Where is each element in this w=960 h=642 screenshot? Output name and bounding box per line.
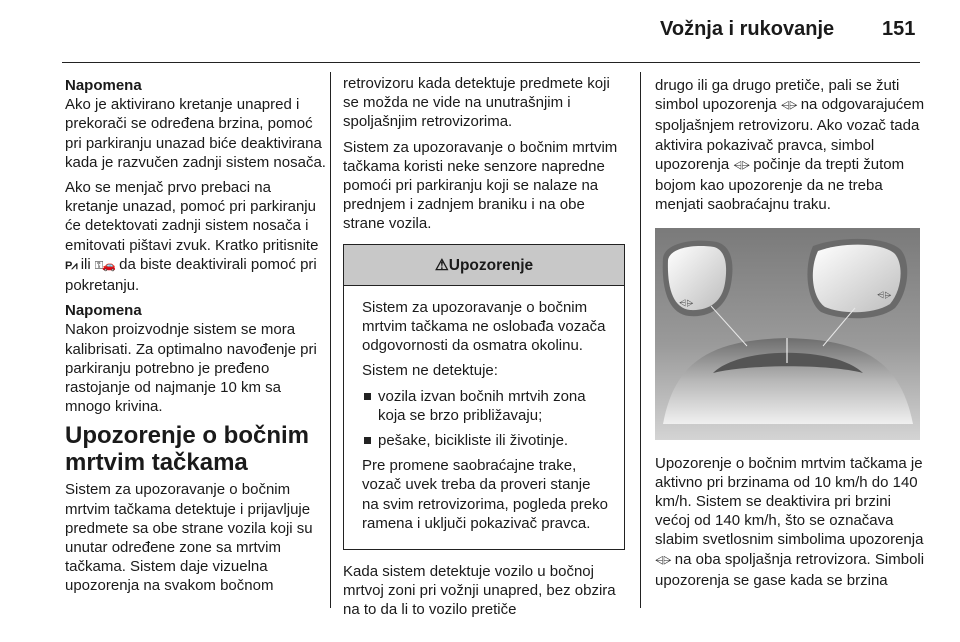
warning-body	[344, 286, 624, 549]
note-title: Napomena	[65, 302, 142, 320]
warning-paragraph: Sistem za upozoravanje o bočnim mrtvim tačkama ne oslobađa vozača odgovornosti da osmatra okolinu.	[362, 298, 606, 355]
warning-box	[343, 244, 625, 550]
park-pilot-icon: ⚿🚗	[94, 259, 115, 272]
body-paragraph: Sistem za upozoravanje o bočnim mrtvim tačkama detektuje i prijavljuje predmete sa obe strane vozila koji su unutar određene zone sa mrtvim tačkama. Sistem daje vizuelna upozorenja na svakom bočnom	[65, 481, 313, 595]
blind-spot-warning-icon: ⩤⩥	[780, 100, 797, 113]
running-header-title: Vožnja i rukovanje	[660, 18, 835, 40]
body-paragraph: drugo ili ga drugo pretiče, pali se žuti simbol upozorenja ⩤⩥ na odgovarajućem spoljašnjem retrovizoru. Ako vozač tada aktivira pokazivač pravca, simbol upozorenja ⩤⩥ počinje da trepti žutom bojom kao upozorenje da ne treba menjati saobraćajnu traku.	[655, 77, 925, 214]
page-number: 151	[882, 18, 916, 40]
svg-text:⩤⩥: ⩤⩥	[679, 299, 694, 310]
section-heading: Upozorenje o bočnim mrtvim tačkama	[65, 422, 310, 477]
warning-header	[344, 245, 624, 286]
warning-bullet: pešake, bicikliste ili životinje.	[362, 431, 610, 450]
column-divider-2	[640, 72, 641, 608]
svg-text:⩤⩥: ⩤⩥	[877, 291, 892, 302]
blind-spot-warning-icon: ⩤⩥	[733, 159, 750, 172]
warning-paragraph: Sistem ne detektuje:	[362, 362, 498, 380]
blind-spot-warning-icon: ⩤⩥	[655, 554, 671, 567]
body-paragraph: Upozorenje o bočnim mrtvim tačkama je aktivno pri brzinama od 10 km/h do 140 km/h. Sistem se deaktivira pri brzini većoj od 140 km/h, što se označava slabim svetlosnim simbolima upozorenja ⩤⩥ na oba spoljašnja retrovizora. Simboli upozorenja se gase kada se brzina	[655, 454, 925, 589]
body-paragraph: retrovizoru kada detektuje predmete koji se možda ne vide na unutrašnjim i spoljašnjim retrovizorima.	[343, 75, 610, 131]
park-assist-icon: P⩘	[65, 259, 77, 272]
note-title: Napomena	[65, 77, 142, 94]
note-paragraph: Nakon proizvodnje sistem se mora kalibrisati. Za optimalno navođenje pri parkiranju potrebno je pređeno rastojanje od najmanje 10 km sa mnogo krivina.	[65, 321, 317, 416]
warning-bullet: vozila izvan bočnih mrtvih zona koja se brzo približavaju;	[362, 387, 610, 425]
blind-spot-mirror-figure	[655, 228, 920, 440]
note-paragraph: Ako je aktivirano kretanje unapred i prekorači se određena brzina, pomoć pri parkiranju unazad biće deaktivirana kada je razvučen zadnji sistem nosača.	[65, 96, 326, 171]
header-rule	[62, 62, 920, 63]
column-divider-1	[330, 72, 331, 608]
column-3	[655, 76, 925, 596]
warning-triangle-icon: ⚠	[434, 256, 449, 274]
column-2	[343, 74, 625, 626]
body-paragraph: Kada sistem detektuje vozilo u bočnoj mrtvoj zoni pri vožnji unapred, bez obzira na to da li to vozilo pretiče	[343, 563, 616, 619]
warning-title: Upozorenje	[448, 256, 534, 274]
note-paragraph: Ako se menjač prvo prebaci na kretanje unazad, pomoć pri parkiranju će detektovati zadnji sistem nosača i emitovati pištavi zvuk. Kratko pritisnite P⩘ ili ⚿🚗 da biste deaktivirali pomoć pri pokretanju.	[65, 179, 319, 295]
column-1	[65, 76, 327, 602]
warning-paragraph: Pre promene saobraćajne trake, vozač uvek treba da proveri stanje na svim retrovizorima, pogleda preko ramena i uključi pokazivač pravca.	[362, 457, 608, 532]
body-paragraph: Sistem za upozoravanje o bočnim mrtvim tačkama koristi neke senzore napredne pomoći pri parkiranju koji se nalaze na prednjem i zadnjem braniku i na obe strane vozila.	[343, 138, 618, 233]
